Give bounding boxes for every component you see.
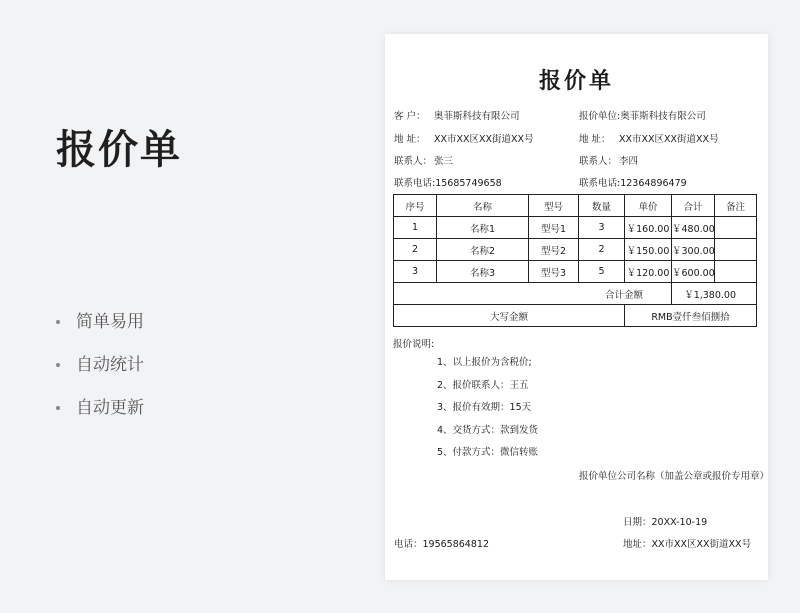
date-line: 日期：20XX-10-19 — [623, 517, 708, 528]
phone-line-2: 联系电话:12364896479 — [579, 178, 687, 189]
table-cell: 3 — [579, 217, 625, 239]
feature-item: 自动更新 — [56, 396, 144, 439]
table-cell: ￥300.00 — [672, 239, 715, 261]
address-line-2: 地 址： XX市XX区XX街道XX号 — [579, 134, 719, 145]
feature-item: 简单易用 — [56, 310, 144, 353]
feature-item: 自动统计 — [56, 353, 144, 396]
quote-document — [385, 34, 768, 580]
table-cell: ￥600.00 — [672, 261, 715, 283]
table-cell: 型号1 — [529, 217, 579, 239]
upper-amount-row — [394, 305, 757, 327]
table-cell: ￥150.00 — [625, 239, 672, 261]
table-cell — [715, 239, 757, 261]
table-row — [394, 239, 757, 261]
total-row — [394, 283, 757, 305]
table-row — [394, 261, 757, 283]
contact-line-2: 联系人： 李四 — [579, 156, 639, 167]
table-cell: 2 — [579, 239, 625, 261]
contact-line: 联系人： 张三 — [394, 156, 454, 167]
table-cell: 型号3 — [529, 261, 579, 283]
table-cell: 3 — [394, 261, 437, 283]
items-table — [393, 194, 757, 327]
total-label: 合计金额 — [394, 283, 672, 305]
table-header-row — [394, 195, 757, 217]
header-cell: 名称 — [437, 195, 529, 217]
notes-list — [437, 356, 538, 469]
table-cell: 5 — [579, 261, 625, 283]
table-cell: 1 — [394, 217, 437, 239]
header-cell: 型号 — [529, 195, 579, 217]
table-cell: ￥120.00 — [625, 261, 672, 283]
customer-line: 客 户： 奥菲斯科技有限公司 — [394, 111, 520, 122]
stamp-text: 报价单位公司名称（加盖公章或报价专用章） — [579, 471, 770, 482]
bullet-icon — [56, 363, 60, 367]
table-row — [394, 217, 757, 239]
table-cell: 名称2 — [437, 239, 529, 261]
note-item: 1、以上报价为含税价; — [437, 357, 532, 368]
notes-title: 报价说明: — [393, 339, 435, 350]
header-cell: 合计 — [672, 195, 715, 217]
header-cell: 数量 — [579, 195, 625, 217]
footer-phone: 电话：19565864812 — [394, 539, 489, 550]
table-cell: 2 — [394, 239, 437, 261]
table-cell: 名称1 — [437, 217, 529, 239]
footer-address: 地址：XX市XX区XX街道XX号 — [623, 539, 752, 550]
table-cell — [715, 261, 757, 283]
upper-amount-value: RMB壹仟叁佰捌拾 — [625, 305, 757, 327]
header-cell: 单价 — [625, 195, 672, 217]
total-value: ￥1,380.00 — [672, 283, 757, 305]
table-cell: 型号2 — [529, 239, 579, 261]
table-cell — [715, 217, 757, 239]
quote-unit-line: 报价单位:奥菲斯科技有限公司 — [579, 111, 706, 122]
note-item: 4、交货方式：款到发货 — [437, 424, 539, 436]
table-cell: ￥160.00 — [625, 217, 672, 239]
note-item: 2、报价联系人：王五 — [437, 379, 529, 391]
phone-line: 联系电话:15685749658 — [394, 178, 502, 189]
table-cell: 名称3 — [437, 261, 529, 283]
feature-list — [56, 310, 144, 439]
table-cell: ￥480.00 — [672, 217, 715, 239]
header-cell: 备注 — [715, 195, 757, 217]
note-item: 3、报价有效期：15天 — [437, 402, 532, 413]
bullet-icon — [56, 406, 60, 410]
bullet-icon — [56, 320, 60, 324]
upper-amount-label: 大写金额 — [394, 305, 625, 327]
note-item: 5、付款方式：微信转账 — [437, 447, 539, 458]
header-cell: 序号 — [394, 195, 437, 217]
document-title: 报价单 — [538, 68, 614, 94]
address-line: 地 址： XX市XX区XX街道XX号 — [394, 134, 534, 145]
left-title: 报价单 — [56, 127, 182, 173]
